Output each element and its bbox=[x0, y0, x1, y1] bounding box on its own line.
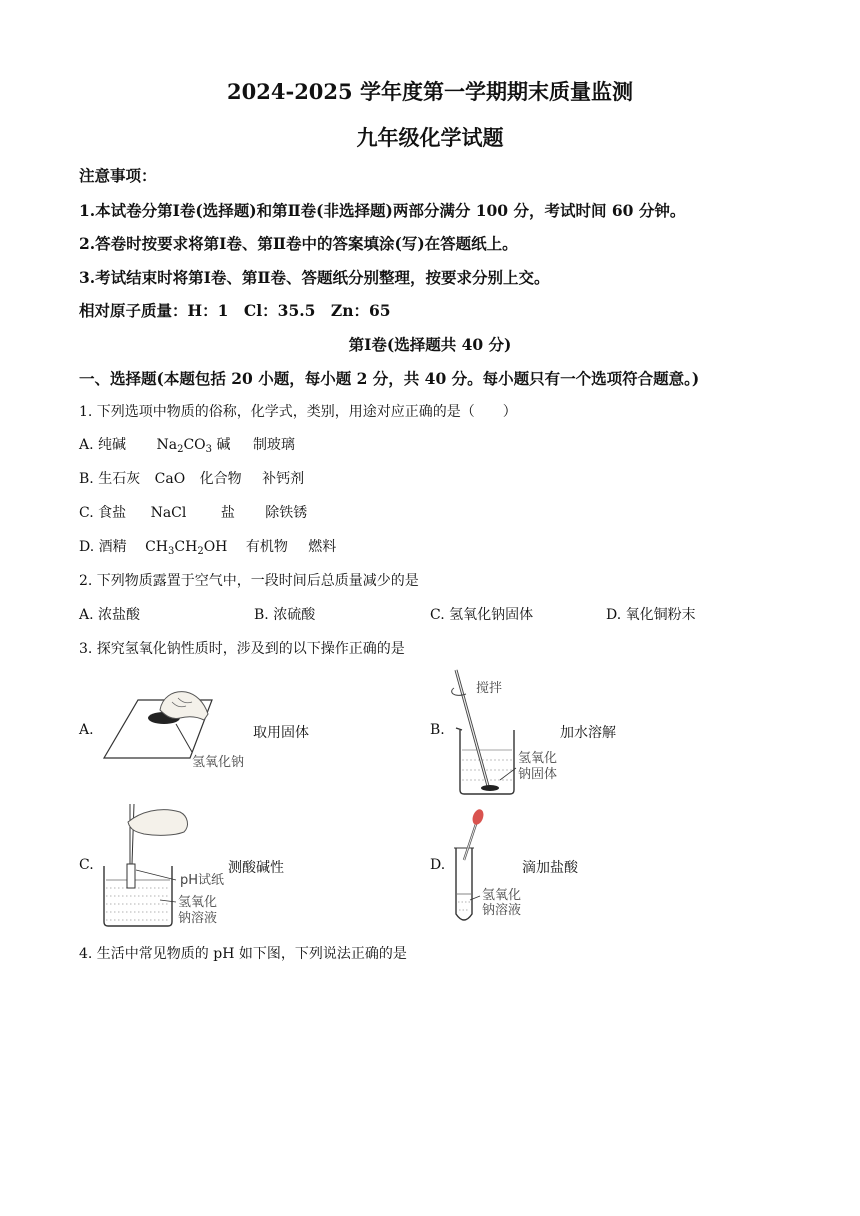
q1-c-use: 除铁锈 bbox=[265, 505, 308, 521]
q3-option-d-letter: D. bbox=[430, 857, 446, 873]
label-c-line2: 钠溶液 bbox=[178, 911, 218, 926]
q1-a-formula: $Na_2CO_3$ bbox=[156, 437, 213, 455]
atomic-mass-line: 相对原子质量：H：1 Cl：35.5 Zn：65 bbox=[79, 301, 391, 320]
q1-d-use: 燃料 bbox=[308, 539, 337, 555]
q1-a-label: A. 纯碱 bbox=[79, 437, 127, 453]
q4-stem: 4. 生活中常见物质的 pH 如下图，下列说法正确的是 bbox=[79, 946, 407, 962]
take-solid-illustration bbox=[100, 680, 260, 775]
q2-option-b: B. 浓硫酸 bbox=[254, 607, 316, 623]
q1-c-type: 盐 bbox=[220, 505, 235, 521]
q1-option-a bbox=[79, 434, 295, 455]
label-d-line1: 氢氧化 bbox=[482, 888, 522, 903]
q1-a-type: 碱 bbox=[216, 437, 231, 453]
ph-test-illustration bbox=[100, 800, 240, 930]
q1-stem: 1. 下列选项中物质的俗称，化学式，类别，用途对应正确的是（ ） bbox=[79, 404, 517, 420]
q3-option-c-letter: C. bbox=[79, 857, 94, 873]
q1-c-formula: NaCl bbox=[150, 505, 187, 521]
q3-option-a-caption: 取用固体 bbox=[253, 725, 309, 741]
q1-d-formula: $CH_3CH_2OH$ bbox=[145, 539, 228, 557]
note-item-1: 1.本试卷分第Ⅰ卷(选择题)和第Ⅱ卷(非选择题)两部分满分 100 分，考试时间 60 分钟。 bbox=[79, 201, 686, 220]
label-b-line2: 钠固体 bbox=[518, 767, 558, 782]
q1-d-label: D. 酒精 bbox=[79, 539, 127, 555]
label-ph-paper: pH试纸 bbox=[180, 873, 225, 888]
section-instruction: 一、选择题(本题包括 20 小题，每小题 2 分，共 40 分。每小题只有一个选项符合题意。) bbox=[79, 369, 700, 388]
exam-subtitle: 九年级化学试题 bbox=[356, 125, 504, 150]
label-sodium-hydroxide: 氢氧化钠 bbox=[192, 755, 245, 770]
section-title: 第Ⅰ卷(选择题共 40 分) bbox=[348, 335, 512, 354]
q1-option-c bbox=[79, 502, 307, 522]
q1-b-use: 补钙剂 bbox=[262, 471, 305, 487]
q3-option-b-letter: B. bbox=[430, 722, 445, 738]
q3-stem: 3. 探究氢氧化钠性质时，涉及到的以下操作正确的是 bbox=[79, 641, 405, 657]
note-item-2: 2.答卷时按要求将第Ⅰ卷、第Ⅱ卷中的答案填涂(写)在答题纸上。 bbox=[79, 234, 518, 253]
q2-option-c: C. 氢氧化钠固体 bbox=[430, 607, 534, 623]
q1-d-type: 有机物 bbox=[245, 539, 288, 555]
q3-option-b-caption: 加水溶解 bbox=[560, 725, 616, 741]
exam-title: 2024-2025 学年度第一学期期末质量监测 bbox=[227, 79, 633, 104]
q1-b-formula: CaO bbox=[154, 471, 186, 487]
label-stir: 搅拌 bbox=[476, 681, 503, 696]
q2-option-a: A. 浓盐酸 bbox=[79, 607, 141, 623]
label-d-line2: 钠溶液 bbox=[482, 903, 522, 918]
q1-b-label: B. 生石灰 bbox=[79, 471, 141, 487]
add-acid-illustration bbox=[450, 806, 550, 926]
notes-heading: 注意事项： bbox=[79, 166, 157, 185]
dissolve-illustration bbox=[450, 668, 590, 798]
note-item-3: 3.考试结束时将第Ⅰ卷、第Ⅱ卷、答题纸分别整理，按要求分别上交。 bbox=[79, 268, 550, 287]
label-c-line1: 氢氧化 bbox=[178, 895, 218, 910]
q3-option-a-letter: A. bbox=[79, 722, 94, 738]
q2-option-d: D. 氧化铜粉末 bbox=[606, 607, 696, 623]
label-b-line1: 氢氧化 bbox=[518, 751, 558, 766]
q1-option-b bbox=[79, 468, 304, 488]
q3-option-d-caption: 滴加盐酸 bbox=[522, 860, 578, 876]
q1-c-label: C. 食盐 bbox=[79, 505, 127, 521]
q1-a-use: 制玻璃 bbox=[252, 437, 295, 453]
q1-option-d bbox=[79, 536, 336, 557]
q2-stem: 2. 下列物质露置于空气中，一段时间后总质量减少的是 bbox=[79, 573, 419, 589]
q3-option-c-caption: 测酸碱性 bbox=[228, 860, 284, 876]
q1-b-type: 化合物 bbox=[199, 471, 242, 487]
